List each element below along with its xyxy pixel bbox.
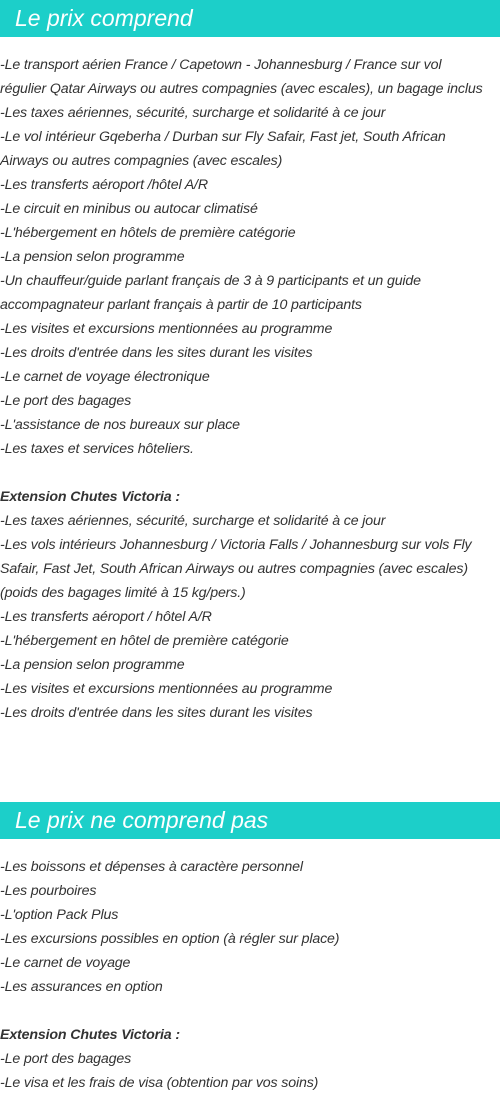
not-included-line: -Le carnet de voyage (0, 955, 131, 971)
included-line: -Les visites et excursions mentionnées au programme (0, 321, 333, 337)
included-line: -Le port des bagages (0, 393, 132, 409)
included-line: -Le carnet de voyage électronique (0, 369, 210, 385)
included-line: -Les droits d'entrée dans les sites durant les visites (0, 345, 313, 361)
included-extension-line: -L'hébergement en hôtel de première catégorie (0, 633, 289, 649)
included-extension-line: -Les vols intérieurs Johannesburg / Victoria Falls / Johannesburg sur vols Fly (0, 537, 472, 553)
not-included-section (0, 802, 500, 1095)
not-included-line: -Les pourboires (0, 883, 97, 899)
included-extension-line: -La pension selon programme (0, 657, 185, 673)
blank-line (0, 999, 500, 1023)
included-line: -L'assistance de nos bureaux sur place (0, 417, 240, 433)
not-included-extension-line: -Le port des bagages (0, 1051, 132, 1067)
included-line: accompagnateur parlant français à partir de 10 participants (0, 297, 362, 313)
included-extension-line: Safair, Fast Jet, South African Airways ou autres compagnies (avec escales) (0, 561, 468, 577)
included-line: -Le vol intérieur Gqeberha / Durban sur Fly Safair, Fast jet, South African (0, 129, 446, 145)
included-extension-title: Extension Chutes Victoria : (0, 489, 180, 505)
included-line: -Le transport aérien France / Capetown - Johannesburg / France sur vol (0, 57, 442, 73)
included-line: -Les taxes et services hôteliers. (0, 441, 194, 457)
not-included-line: -Les boissons et dépenses à caractère personnel (0, 859, 303, 875)
not-included-line: -Les assurances en option (0, 979, 163, 995)
included-extension-line: -Les taxes aériennes, sécurité, surcharge et solidarité à ce jour (0, 513, 386, 529)
not-included-extension-line: -Le visa et les frais de visa (obtention par vos soins) (0, 1075, 319, 1091)
included-line: -L'hébergement en hôtels de première catégorie (0, 225, 296, 241)
not-included-body (0, 839, 500, 1095)
section-gap (0, 725, 500, 802)
included-line: -Les taxes aériennes, sécurité, surcharge et solidarité à ce jour (0, 105, 386, 121)
included-header: Le prix comprend (0, 0, 500, 37)
included-line: -Le circuit en minibus ou autocar climatisé (0, 201, 258, 217)
included-extension-line: (poids des bagages limité à 15 kg/pers.) (0, 585, 246, 601)
included-extension-line: -Les visites et excursions mentionnées au programme (0, 681, 333, 697)
included-line: -Les transferts aéroport /hôtel A/R (0, 177, 208, 193)
included-body (0, 37, 500, 725)
not-included-line: -L'option Pack Plus (0, 907, 119, 923)
blank-line (0, 461, 500, 485)
included-extension-line: -Les droits d'entrée dans les sites durant les visites (0, 705, 313, 721)
included-line: régulier Qatar Airways ou autres compagnies (avec escales), un bagage inclus (0, 81, 483, 97)
not-included-line: -Les excursions possibles en option (à régler sur place) (0, 931, 340, 947)
not-included-extension-title: Extension Chutes Victoria : (0, 1027, 180, 1043)
included-line: -Un chauffeur/guide parlant français de 3 à 9 participants et un guide (0, 273, 421, 289)
included-line: -La pension selon programme (0, 249, 185, 265)
not-included-header: Le prix ne comprend pas (0, 802, 500, 839)
included-extension-line: -Les transferts aéroport / hôtel A/R (0, 609, 212, 625)
included-line: Airways ou autres compagnies (avec escales) (0, 153, 283, 169)
